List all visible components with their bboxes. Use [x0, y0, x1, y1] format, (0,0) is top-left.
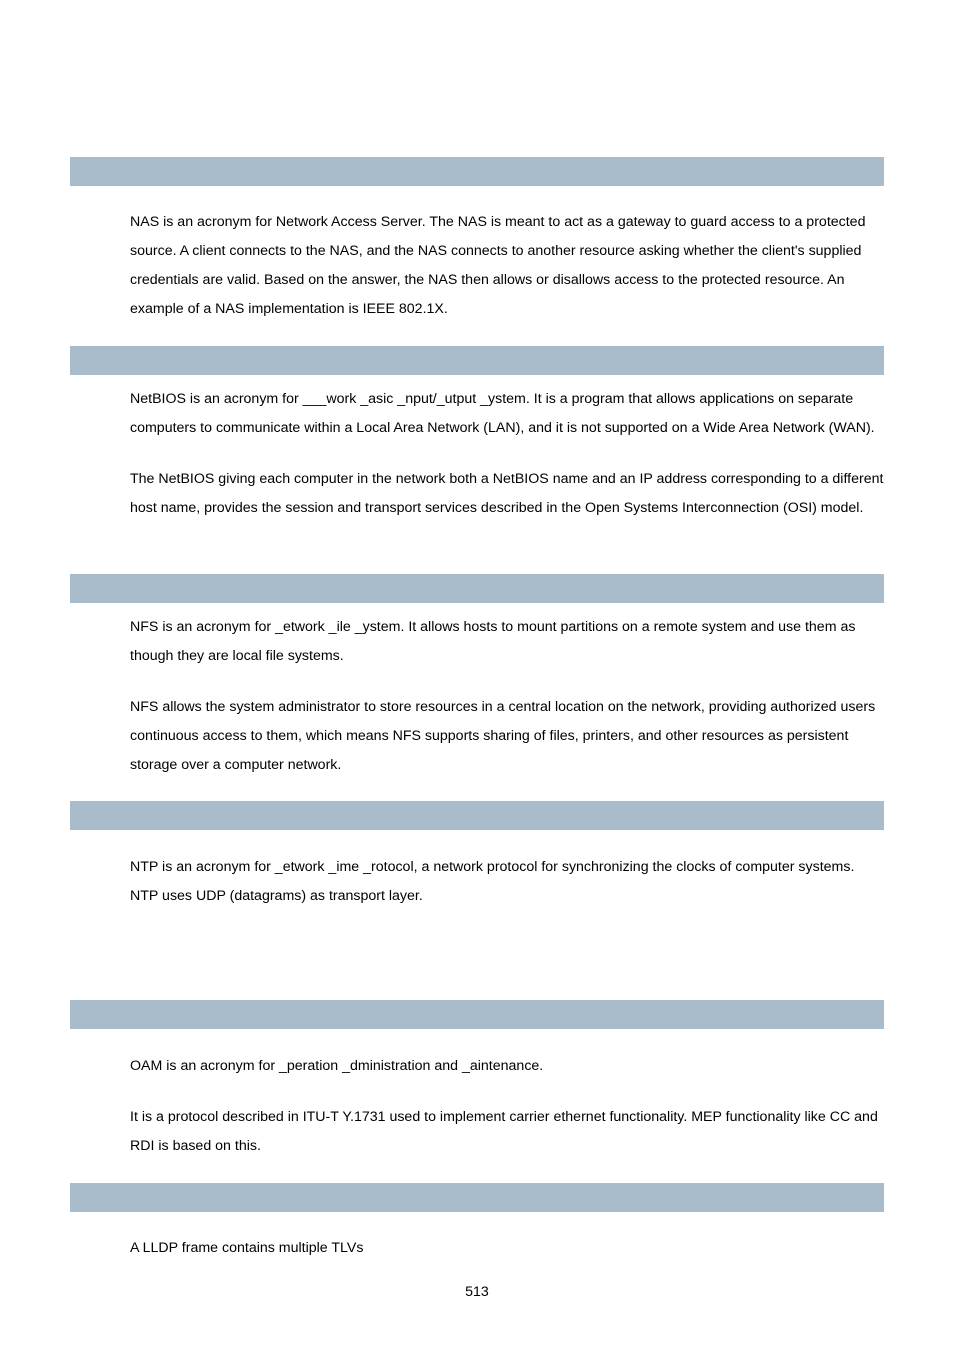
- lldp-paragraph-1: A LLDP frame contains multiple TLVs: [130, 1240, 364, 1256]
- nfs-paragraph-2: NFS allows the system administrator to store resources in a central location on the network, providing authorized users continuous access to them, which means NFS supports sharing of files, printers, and other resources as persistent storage over a computer network.: [130, 699, 876, 773]
- section-header-bar-lldp: [70, 1183, 884, 1212]
- netbios-paragraph-1: NetBIOS is an acronym for ___work _asic _nput/_utput _ystem. It is a program that allows applications on separate computers to communicate within a Local Area Network (LAN), and it is not supported on a Wide Area Network (WAN).: [130, 391, 875, 436]
- page-number: 513: [465, 1284, 489, 1300]
- oam-paragraph-1: OAM is an acronym for _peration _dministration and _aintenance.: [130, 1058, 544, 1074]
- nas-paragraph-1: NAS is an acronym for Network Access Server. The NAS is meant to act as a gateway to guard access to a protected source. A client connects to the NAS, and the NAS connects to another resource asking whether the client's supplied credentials are valid. Based on the answer, the NAS then allows or disallows access to the protected resource. An example of a NAS implementation is IEEE 802.1X.: [130, 214, 866, 317]
- section-header-bar-oam: [70, 1000, 884, 1029]
- section-header-bar-nas: [70, 157, 884, 186]
- nfs-paragraph-1: NFS is an acronym for _etwork _ile _ystem. It allows hosts to mount partitions on a remote system and use them as though they are local file systems.: [130, 619, 856, 664]
- section-header-bar-netbios: [70, 346, 884, 375]
- section-header-bar-ntp: [70, 801, 884, 830]
- netbios-paragraph-2: The NetBIOS giving each computer in the network both a NetBIOS name and an IP address corresponding to a different host name, provides the session and transport services described in the Open Systems Interconnection (OSI) model.: [130, 471, 884, 516]
- section-header-bar-nfs: [70, 574, 884, 603]
- ntp-paragraph-1: NTP is an acronym for _etwork _ime _rotocol, a network protocol for synchronizing the clocks of computer systems. NTP uses UDP (datagrams) as transport layer.: [130, 859, 855, 904]
- oam-paragraph-2: It is a protocol described in ITU-T Y.1731 used to implement carrier ethernet functionality. MEP functionality like CC and RDI is based on this.: [130, 1109, 878, 1154]
